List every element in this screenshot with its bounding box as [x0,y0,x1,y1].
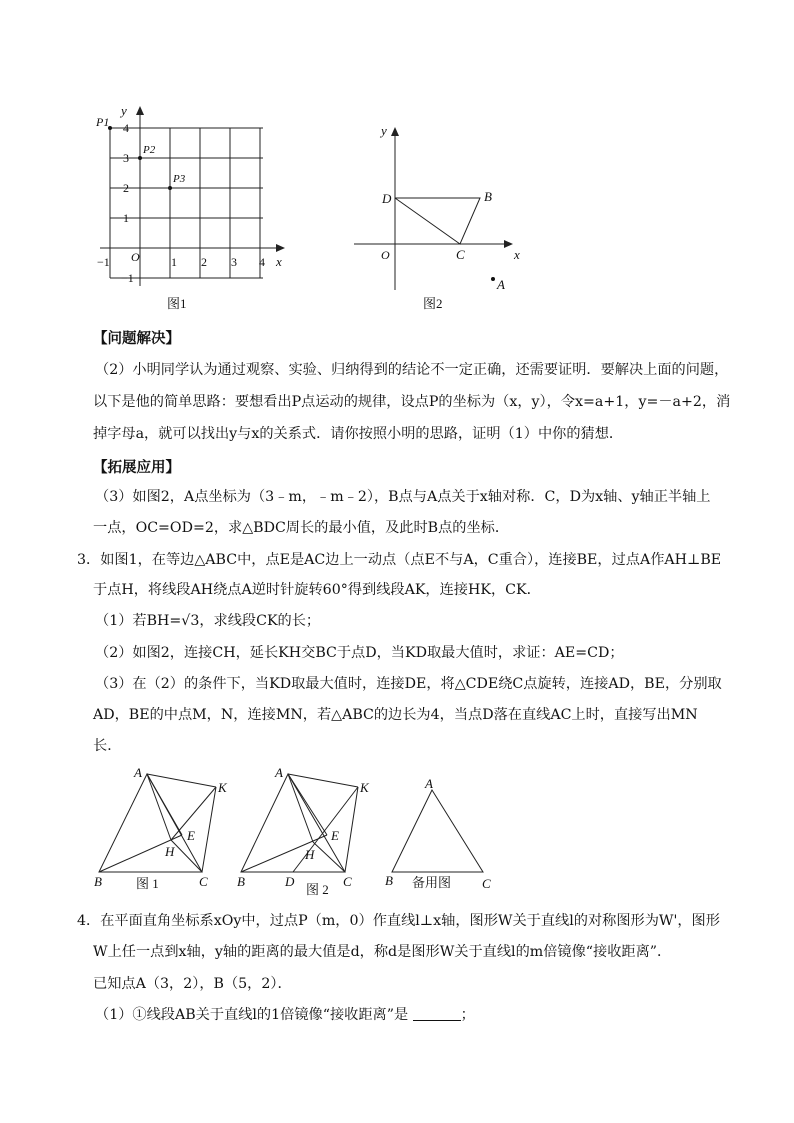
paragraph-line: （2）小明同学认为通过观察、实验、归纳得到的结论不一定正确，还需要证明．要解决上面的问题， [95,362,729,378]
coordinate-figure-2 [350,118,525,313]
y-axis-arrow [136,106,144,115]
label-e: E [187,828,195,843]
label-p2: P2 [143,144,156,156]
x-tick-neg1: −1 [97,255,110,269]
label-k: K [218,780,227,795]
question-4-stem: 4．在平面直角坐标系xOy中，过点P（m，0）作直线l⊥x轴，图形W关于直线l的对称图形为W'，图形 [77,913,720,929]
x-tick-2: 2 [201,255,207,269]
section-header-problem-solving: 【问题解决】 [93,330,180,347]
triangle-figure-2 [235,762,385,897]
origin-label: O [381,248,390,262]
paragraph-line: 以下是他的简单思路：要想看出P点运动的规律，设点P的坐标为（x，y），令x=a+1，y=－a+2，消 [93,394,731,410]
subquestion-3: （3）在（2）的条件下，当KD取最大值时，连接DE，将△CDE绕C点旋转，连接AD，BE，分别取 [95,676,722,692]
paragraph-line: 一点，OC=OD=2，求△BDC周长的最小值，及此时B点的坐标． [93,520,510,536]
answer-blank[interactable] [413,1006,461,1021]
label-h: H [165,844,175,859]
label-d: D [285,874,295,889]
subquestion-1: （1）若BH=√3，求线段CK的长； [95,613,321,629]
label-e: E [331,828,339,843]
grid-figure-1 [95,98,295,313]
label-a: A [134,765,142,780]
question-3-stem: 3．如图1，在等边△ABC中，点E是AC边上一动点（点E不与A，C重合），连接BE，过点A作AH⊥BE [77,552,722,568]
paragraph-line: AD，BE的中点M，N，连接MN，若△ABC的边长为4，当点D落在直线AC上时，直接写出MN [93,707,698,723]
paragraph-line: W上任一点到x轴，y轴的距离的最大值是d，称d是图形W关于直线l的m倍镜像“接收距离”． [93,944,672,960]
label-a: A [425,776,433,791]
label-c: C [199,874,208,889]
x-axis-label: x [514,247,520,262]
equilateral-triangle [392,790,483,872]
x-tick-1: 1 [171,255,177,269]
figure-caption: 图 2 [306,882,329,897]
figure-caption: 备用图 [412,875,452,890]
label-h: H [305,847,315,862]
label-c: C [343,874,352,889]
label-c: C [482,876,491,891]
paragraph-line: 掉字母a，就可以找出y与x的关系式．请你按照小明的思路，证明（1）中你的猜想． [93,426,624,442]
origin-label: O [131,250,140,264]
label-b: B [94,874,102,889]
paragraph-line: 已知点A（3，2），B（5，2）． [93,976,292,992]
label-c: C [456,247,465,262]
label-p1: P1 [96,115,110,129]
subquestion-text: （1）①线段AB关于直线l的1倍镜像“接收距离”是 [95,1007,409,1023]
x-axis-label: x [276,254,282,269]
y-tick-2: 2 [123,181,129,195]
triangle-figure-1 [92,762,242,897]
subquestion-1-line [95,1005,794,1025]
point-a [491,277,495,281]
paragraph-line: （3）如图2，A点坐标为（3﹣m，﹣m﹣2），B点与A点关于x轴对称．C，D为x轴、y轴正半轴上 [95,489,711,505]
answer-end: ； [460,1007,475,1023]
figure-caption: 图2 [423,296,443,311]
x-axis-arrow [276,244,285,252]
label-a: A [497,277,505,292]
label-d: D [382,191,392,206]
figure-caption: 图1 [167,296,187,311]
paragraph-line: 于点H，将线段AH绕点A逆时针旋转60°得到线段AK，连接HK，CK． [93,582,541,598]
triangle-bdc [395,198,480,244]
y-tick-1: 1 [123,211,129,225]
section-header-extension: 【拓展应用】 [93,459,180,476]
x-tick-3: 3 [231,255,237,269]
y-tick-neg1: −1 [121,271,134,285]
y-tick-3: 3 [123,151,129,165]
label-k: K [360,780,369,795]
spare-figure [380,772,510,897]
x-tick-4: 4 [259,255,265,269]
paragraph-line: 长． [93,738,122,754]
label-a: A [275,765,283,780]
label-b: B [385,873,393,888]
y-axis-label: y [121,103,127,118]
x-axis-arrow [504,240,513,248]
y-axis-label: y [381,123,387,138]
label-b: B [237,874,245,889]
label-b: B [484,189,492,204]
y-tick-4: 4 [123,121,129,135]
figure-caption: 图 1 [136,876,159,891]
subquestion-2: （2）如图2，连接CH，延长KH交BC于点D，当KD取最大值时，求证：AE=CD； [95,645,624,661]
y-axis-arrow [391,127,399,136]
label-p3: P3 [173,173,186,185]
